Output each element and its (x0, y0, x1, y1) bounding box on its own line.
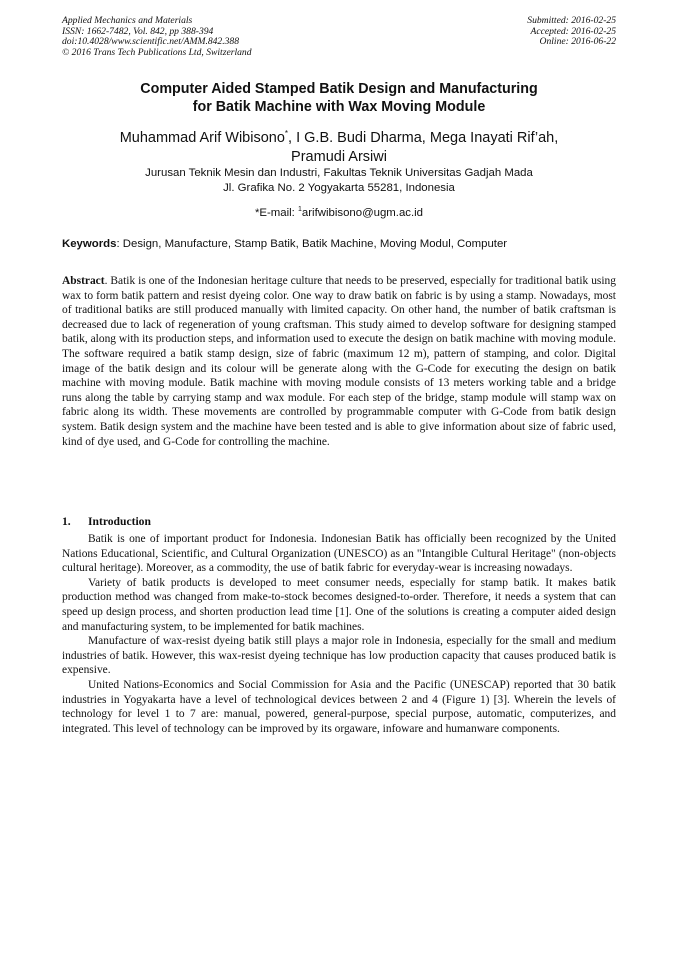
keywords (62, 237, 616, 252)
author-first: Muhammad Arif Wibisono (119, 129, 285, 146)
section-heading (62, 514, 616, 529)
keywords-label: Keywords (62, 238, 117, 250)
date-accepted: Accepted: 2016-02-25 (530, 25, 616, 37)
keywords-text: : Design, Manufacture, Stamp Batik, Batik Machine, Moving Modul, Computer (116, 238, 508, 250)
affiliation-line-1: Jurusan Teknik Mesin dan Industri, Fakultas Teknik Universitas Gadjah Mada (145, 167, 533, 179)
abstract (62, 274, 616, 449)
paragraph: Variety of batik products is developed to meet consumer needs, especially for stamp batik. It makes batik production method was changed from make-to-stock becomes designed-to-order. Therefore, it needs a system that can speed up design process, and shorten production lead time [1]. One of the solutions is creating a computer aided design and manufacturing system, to be implemented for batik machines. (62, 576, 616, 633)
corresponding-mark: * (284, 129, 289, 138)
email-address: arifwibisono@ugm.ac.id (301, 206, 424, 219)
date-online: Online: 2016-06-22 (539, 36, 616, 48)
email-mark: 1 (298, 206, 302, 213)
contact-email (62, 202, 616, 221)
journal-header (62, 16, 616, 58)
author-rest: , I G.B. Budi Dharma, Mega Inayati Rif’ah, (288, 129, 559, 146)
paragraph: United Nations-Economics and Social Commission for Asia and the Pacific (UNESCAP) reported that 30 batik industries in Yogyakarta have a level of technological devices between 2 and 4 (Figure 1) [3]. Wherein the levels of technology for level 1 to 7 are: manual, powered, general-purpose, special purpose, automatic, computerizes, and integrated. This level of technology can be improved by its orgaware, infoware and humanware components. (62, 678, 616, 735)
journal-info (62, 16, 252, 58)
email-prefix: *E-mail: (254, 206, 299, 219)
section-title: Introduction (88, 515, 151, 528)
title-line-1: Computer Aided Stamped Batik Design and Manufacturing (140, 81, 538, 97)
journal-doi: doi:10.4028/www.scientific.net/AMM.842.388 (62, 36, 240, 48)
journal-issn: ISSN: 1662-7482, Vol. 842, pp 388-394 (62, 25, 214, 37)
paper-title (62, 80, 616, 116)
author-line-1 (62, 124, 616, 148)
affiliation (62, 166, 616, 196)
title-line-2: for Batik Machine with Wax Moving Module (192, 99, 486, 115)
abstract-label: Abstract (62, 275, 105, 287)
date-submitted: Submitted: 2016-02-25 (527, 15, 616, 26)
affiliation-line-2: Jl. Grafika No. 2 Yogyakarta 55281, Indonesia (223, 182, 455, 194)
paragraph: Manufacture of wax-resist dyeing batik still plays a major role in Indonesia, especially for the small and medium industries of batik. However, this wax-resist dyeing technique has low production capacity that causes produced batik is expensive. (62, 635, 616, 677)
abstract-text: . Batik is one of the Indonesian heritage culture that needs to be preserved, especially for traditional batik using wax to form batik pattern and resist dyeing color. One way to draw batik on fabric is by using a stamp. Nowadays, most of traditional batiks are still produced manually with limited capacity. On other hand, the number of batik craftsman is decreased due to lack of regeneration of young craftsman. This study aimed to develop software for designing stamped batik, along with its production steps, and information used to execute the design on batik machine with moving module. The software required a batik stamp design, size of fabric (maximum 12 m), pattern of stamping, and color. Digital image of the batik design and its colour will be generate along with the G-Code for executing the design on batik machine with moving module. Batik machine with moving module consists of 13 meters working table and a bridge runs along the table by carrying stamp and wax module. For each step of the bridge, stamp module will stamp wax on fabric along its width. These movements are controlled by programmable computer with G-Code from batik design system. Batik design system and the machine have been tested and is able to give information about size of fabric used, kind of dye used, and G-Code for controlling the machine. (62, 275, 616, 448)
section-number: 1. (62, 515, 71, 528)
paragraph: Batik is one of important product for Indonesia. Indonesian Batik has officially been recognized by the United Nations Educational, Scientific, and Cultural Organization (UNESCO) as an "Intangible Cultural Heritage" (non-objects cultural heritage). Moreover, as a commodity, the use of batik fabric for everyday-wear is increasing nowadays. (62, 533, 616, 575)
journal-copyright: © 2016 Trans Tech Publications Ltd, Switzerland (62, 46, 252, 58)
submission-dates (527, 16, 616, 48)
author-list (62, 124, 616, 167)
journal-name: Applied Mechanics and Materials (62, 15, 193, 26)
introduction-body (62, 532, 616, 736)
author-line-2: Pramudi Arsiwi (291, 148, 387, 165)
